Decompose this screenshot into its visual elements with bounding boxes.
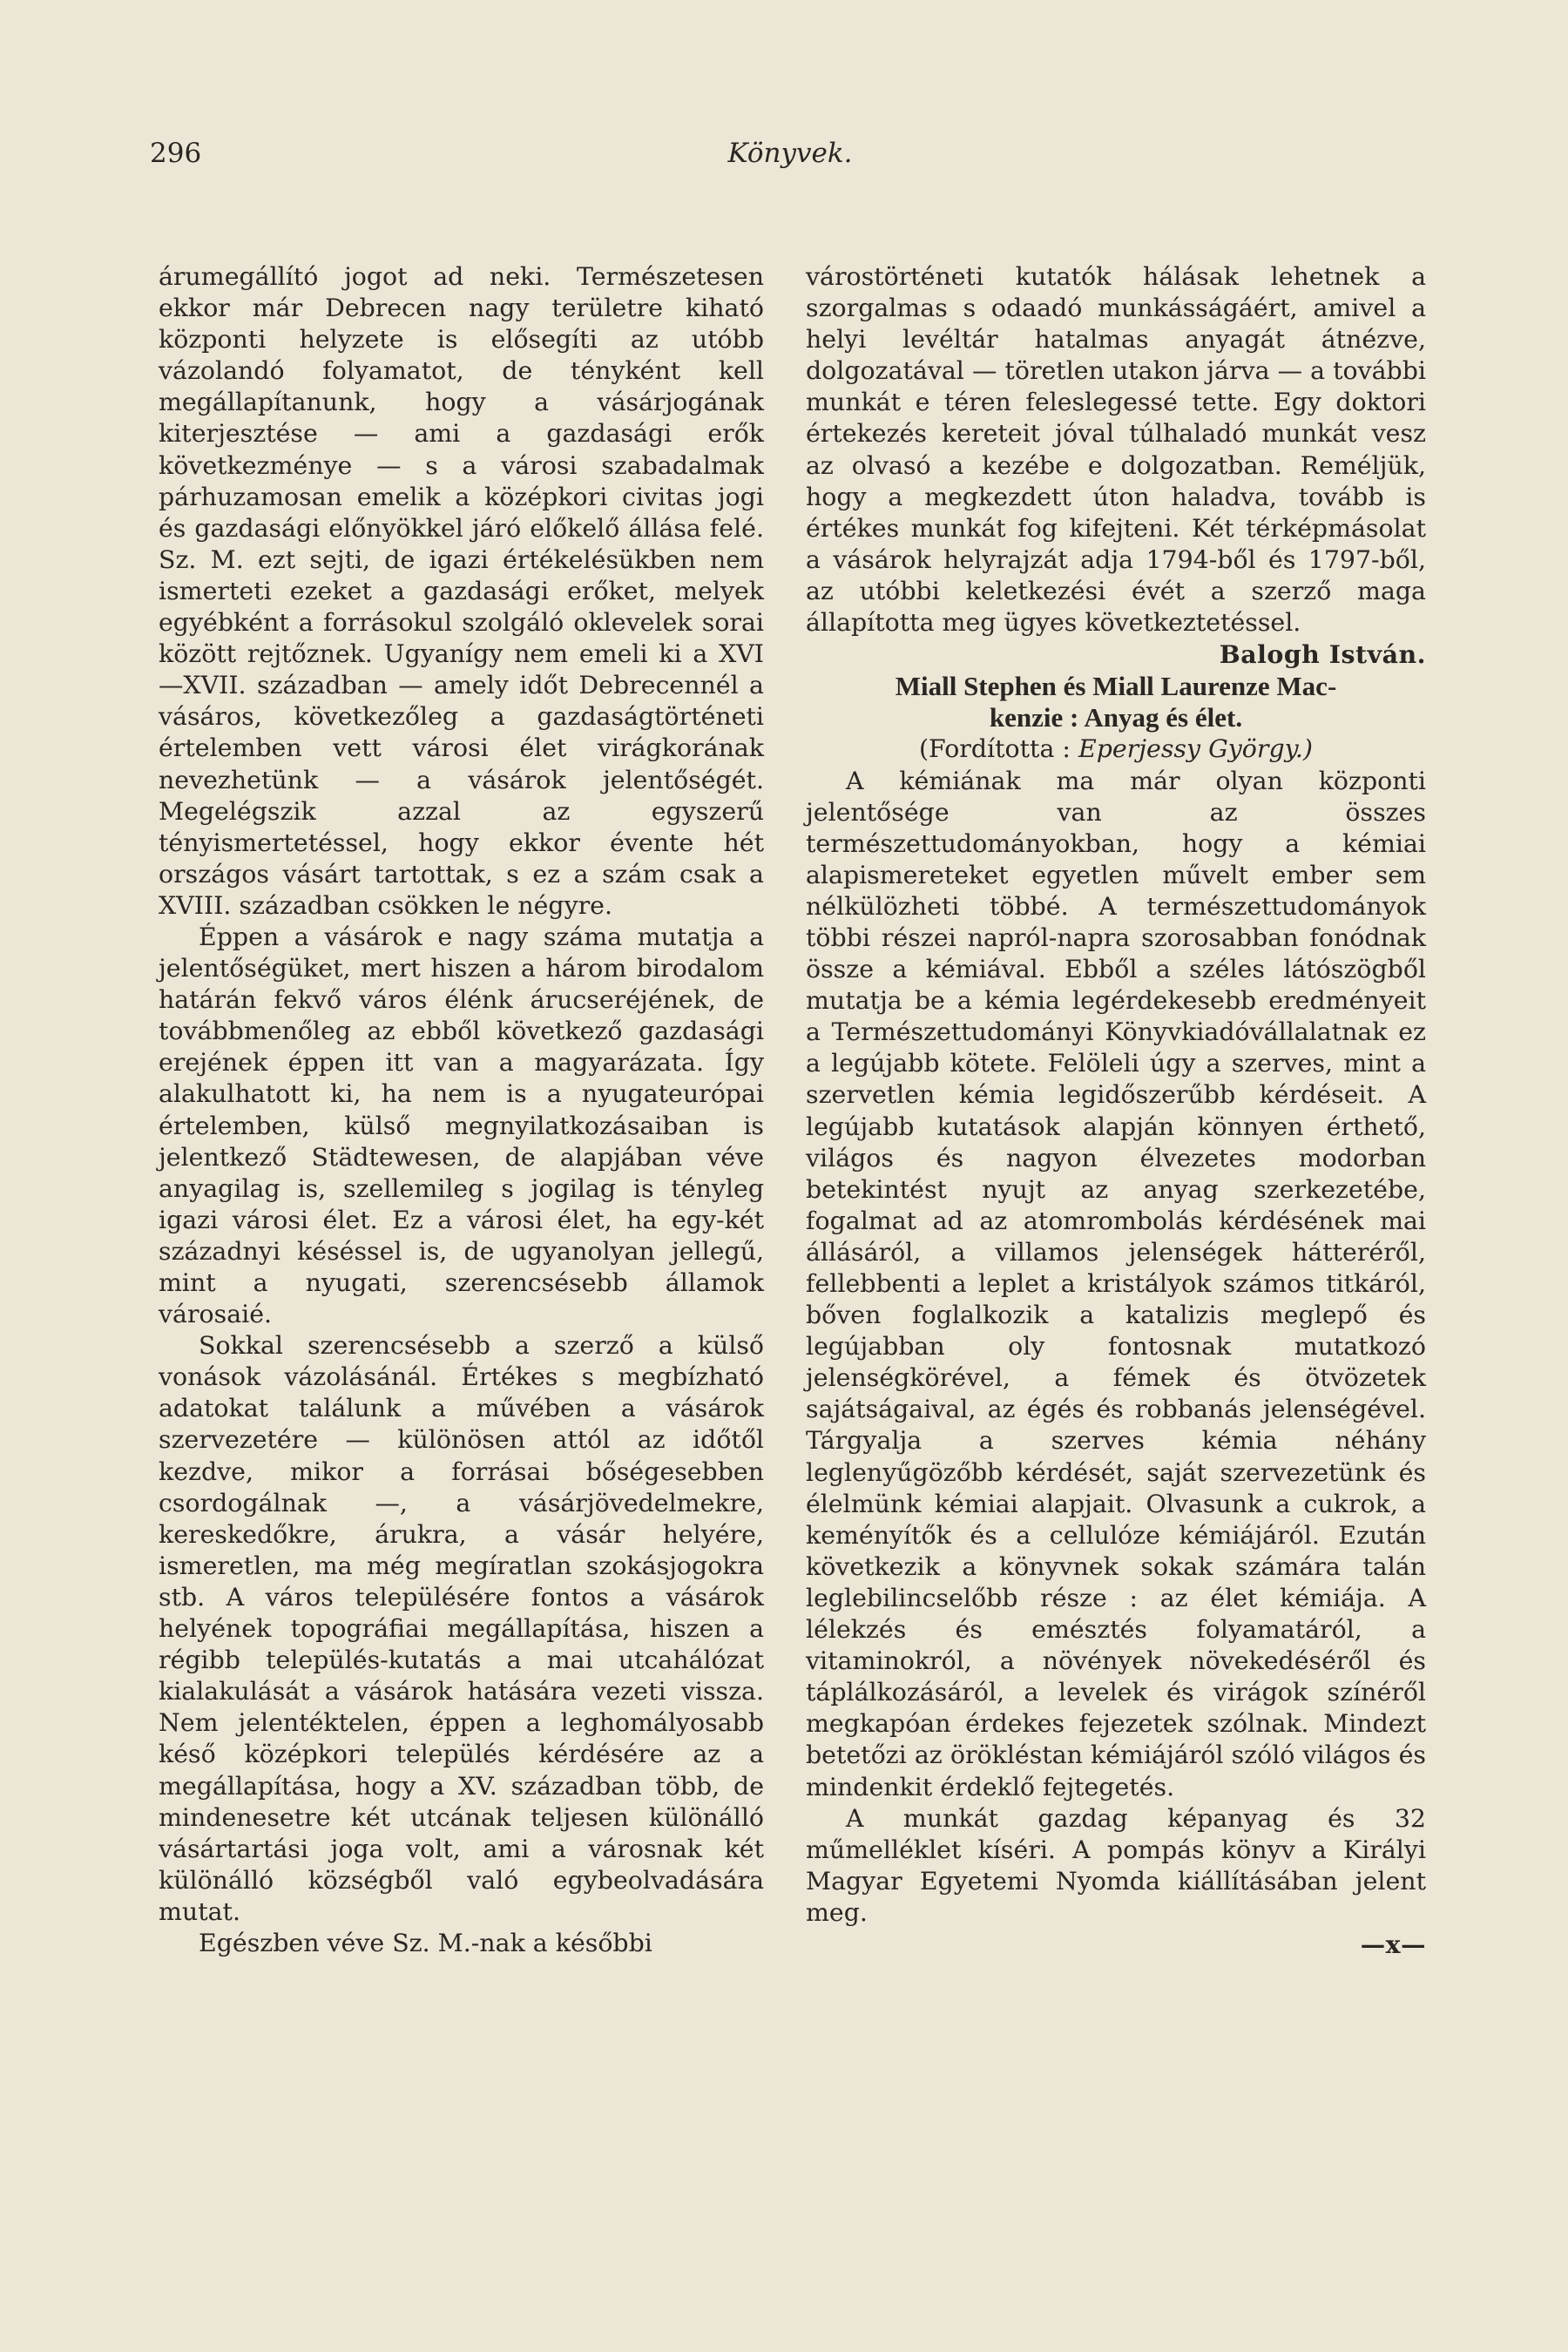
translator-name: Eperjessy György.) [1078,734,1313,764]
signature-balogh-text: Balogh István. [1219,639,1426,670]
running-title: Könyvek. [727,138,853,169]
page-header [150,138,1430,172]
review-paragraph-1: A kémiának ma már olyan központi jelentősége van az összes természettudományokban, hogy a kémiai alapismereteket egyetlen művelt ember sem nélkülözheti többé. A természettudományok többi részei napról-napra szorosabban fonódnak össze a kémiával. Ebből a széles látószögből mutatja be a kémia legérdekesebb eredményeit a Természettudományi Könyvkiadóvállalatnak ez a legújabb kötete. Felöleli úgy a szerves, mint a szervetlen kémia legidőszerűbb kérdéseit. A legújabb kutatások alapján könnyen érthető, világos és nagyon élvezetes modorban betekintést nyujt az anyag szerkezetébe, fogalmat ad az atomrombolás kérdésének mai állásáról, a villamos jelenségek hátteréről, fellebbenti a leplet a kristályok számos titkáról, bőven foglalkozik a katalizis meglepő és legújabban oly fontosnak mutatkozó jelenségkörével, a fémek és ötvözetek sajátságaival, az égés és robbanás jelenségével. Tárgyalja a szerves kémia néhány leglenyűgözőbb kérdését, saját szervezetünk és élelmünk kémiai alapjait. Olvasunk a cukrok, a keményítők és a cellulóze kémiájáról. Ezután következik a könyvnek sokak számára talán leglebilincselőbb része : az élet kémiája. A lélekzés és emésztés folyamatáról, a vitaminokról, a növények növekedéséről és táplálkozásáról, a levelek és virágok színéről megkapóan érdekes fejezetek szólnak. Mindezt betetőzi az örökléstan kémiájáról szóló világos és mindenkit érdeklő fejtegetés. [806,766,1426,1801]
signature-balogh [806,639,1426,671]
review-final-text: A munkát gazdag képanyag és 32 műmelléklet kíséri. A pompás könyv a Királyi Magyar Egyetemi Nyomda kiállításában jelent meg. [806,1803,1426,1927]
translator-prefix: (Fordította : [918,734,1078,764]
page-number: 296 [150,138,202,169]
signature-x-text: —x— [1360,1929,1426,1959]
left-paragraph-2: Éppen a vásárok e nagy száma mutatja a jelentőségüket, mert hiszen a három birodalom határán fekvő város élénk árucseréjének, de továbbmenőleg az ebből következő gazdasági erejének éppen itt van a magyarázata. Így alakulhatott ki, ha nem is a nyugateurópai értelemben, külső megnyilatkozásaiban is jelentkező Städtewesen, de alapjában véve anyagilag is, szellemileg s jogilag is tényleg igazi városi élet. Ez a városi élet, ha egy-két századnyi késéssel is, de ugyanolyan jellegű, mint a nyugati, szerencsésebb államok városaié. [159,922,764,1329]
review-final-paragraph [806,1803,1426,1929]
review-title-line-2: kenzie : Anyag és élet. [989,702,1243,733]
left-paragraph-3: Sokkal szerencsésebb a szerző a külső vonások vázolásánál. Értékes s megbízható adatokat találunk a művében a vásárok szervezetére — különösen attól az időtől kezdve, mikor a forrásai bőségesebben csordogálnak —, a vásárjövedelmekre, kereskedőkre, árukra, a vásár helyére, ismeretlen, ma még megíratlan szokásjogokra stb. A város településére fontos a vásárok helyének topográfiai megállapítása, hiszen a régibb település-kutatás a mai utcahálózat kialakulását a vásárok hatására vezeti vissza. Nem jelentéktelen, éppen a leghomályosabb késő középkori település kérdésére az a megállapítása, hogy a XV. században több, de mindenesetre két utcának teljesen különálló vásártartási joga volt, ami a városnak két különálló községből való egybeolvadására mutat. [159,1331,764,1926]
right-column [806,261,1426,1961]
left-column [159,261,764,1959]
review-title-line-1: Miall Stephen és Miall Laurenze Mac- [895,671,1337,702]
right-paragraph-1: várostörténeti kutatók hálásak lehetnek a szorgalmas s odaadó munkásságáért, amivel a helyi levéltár hatalmas anyagát átnézve, dolgozatával — töretlen utakon járva — a további munkát e téren feleslegessé tette. Egy doktori értekezés kereteit jóval túlhaladó munkát vesz az olvasó a kezébe e dolgozatban. Reméljük, hogy a megkezdett úton haladva, tovább is értékes munkát fog kifejteni. Két térképmásolat a vásárok helyrajzát adja 1794-ből és 1797-ből, az utóbbi keletkezési évét a szerző maga állapította meg ügyes következtetéssel. [806,262,1426,638]
left-paragraph-1: árumegállító jogot ad neki. Természetesen ekkor már Debrecen nagy területre kiható központi helyzete is elősegíti az utóbb vázolandó folyamatot, de tényként kell megállapítanunk, hogy a vásárjogának kiterjesztése — ami a gazdasági erők következménye — s a városi szabadalmak párhuzamosan emelik a középkori civitas jogi és gazdasági előnyökkel járó előkelő állása felé. Sz. M. ezt sejti, de igazi értékelésükben nem ismerteti ezeket a gazdasági erőket, melyek egyébként a forrásokul szolgáló oklevelek sorai között rejtőznek. Ugyanígy nem emeli ki a XVI—XVII. században — amely időt Debrecennél a vásáros, következőleg a gazdaságtörténeti értelemben vett városi élet virágkorának nevezhetünk — a vásárok jelentőségét. Megelégszik azzal az egyszerű tényismertetéssel, hogy ekkor évente hét országos vásárt tartottak, s ez a szám csak a XVIII. században csökken le négyre. [159,262,764,920]
translator-line [806,733,1426,765]
signature-x [806,1929,1426,1961]
left-paragraph-4: Egészben véve Sz. M.-nak a későbbi [199,1928,652,1957]
